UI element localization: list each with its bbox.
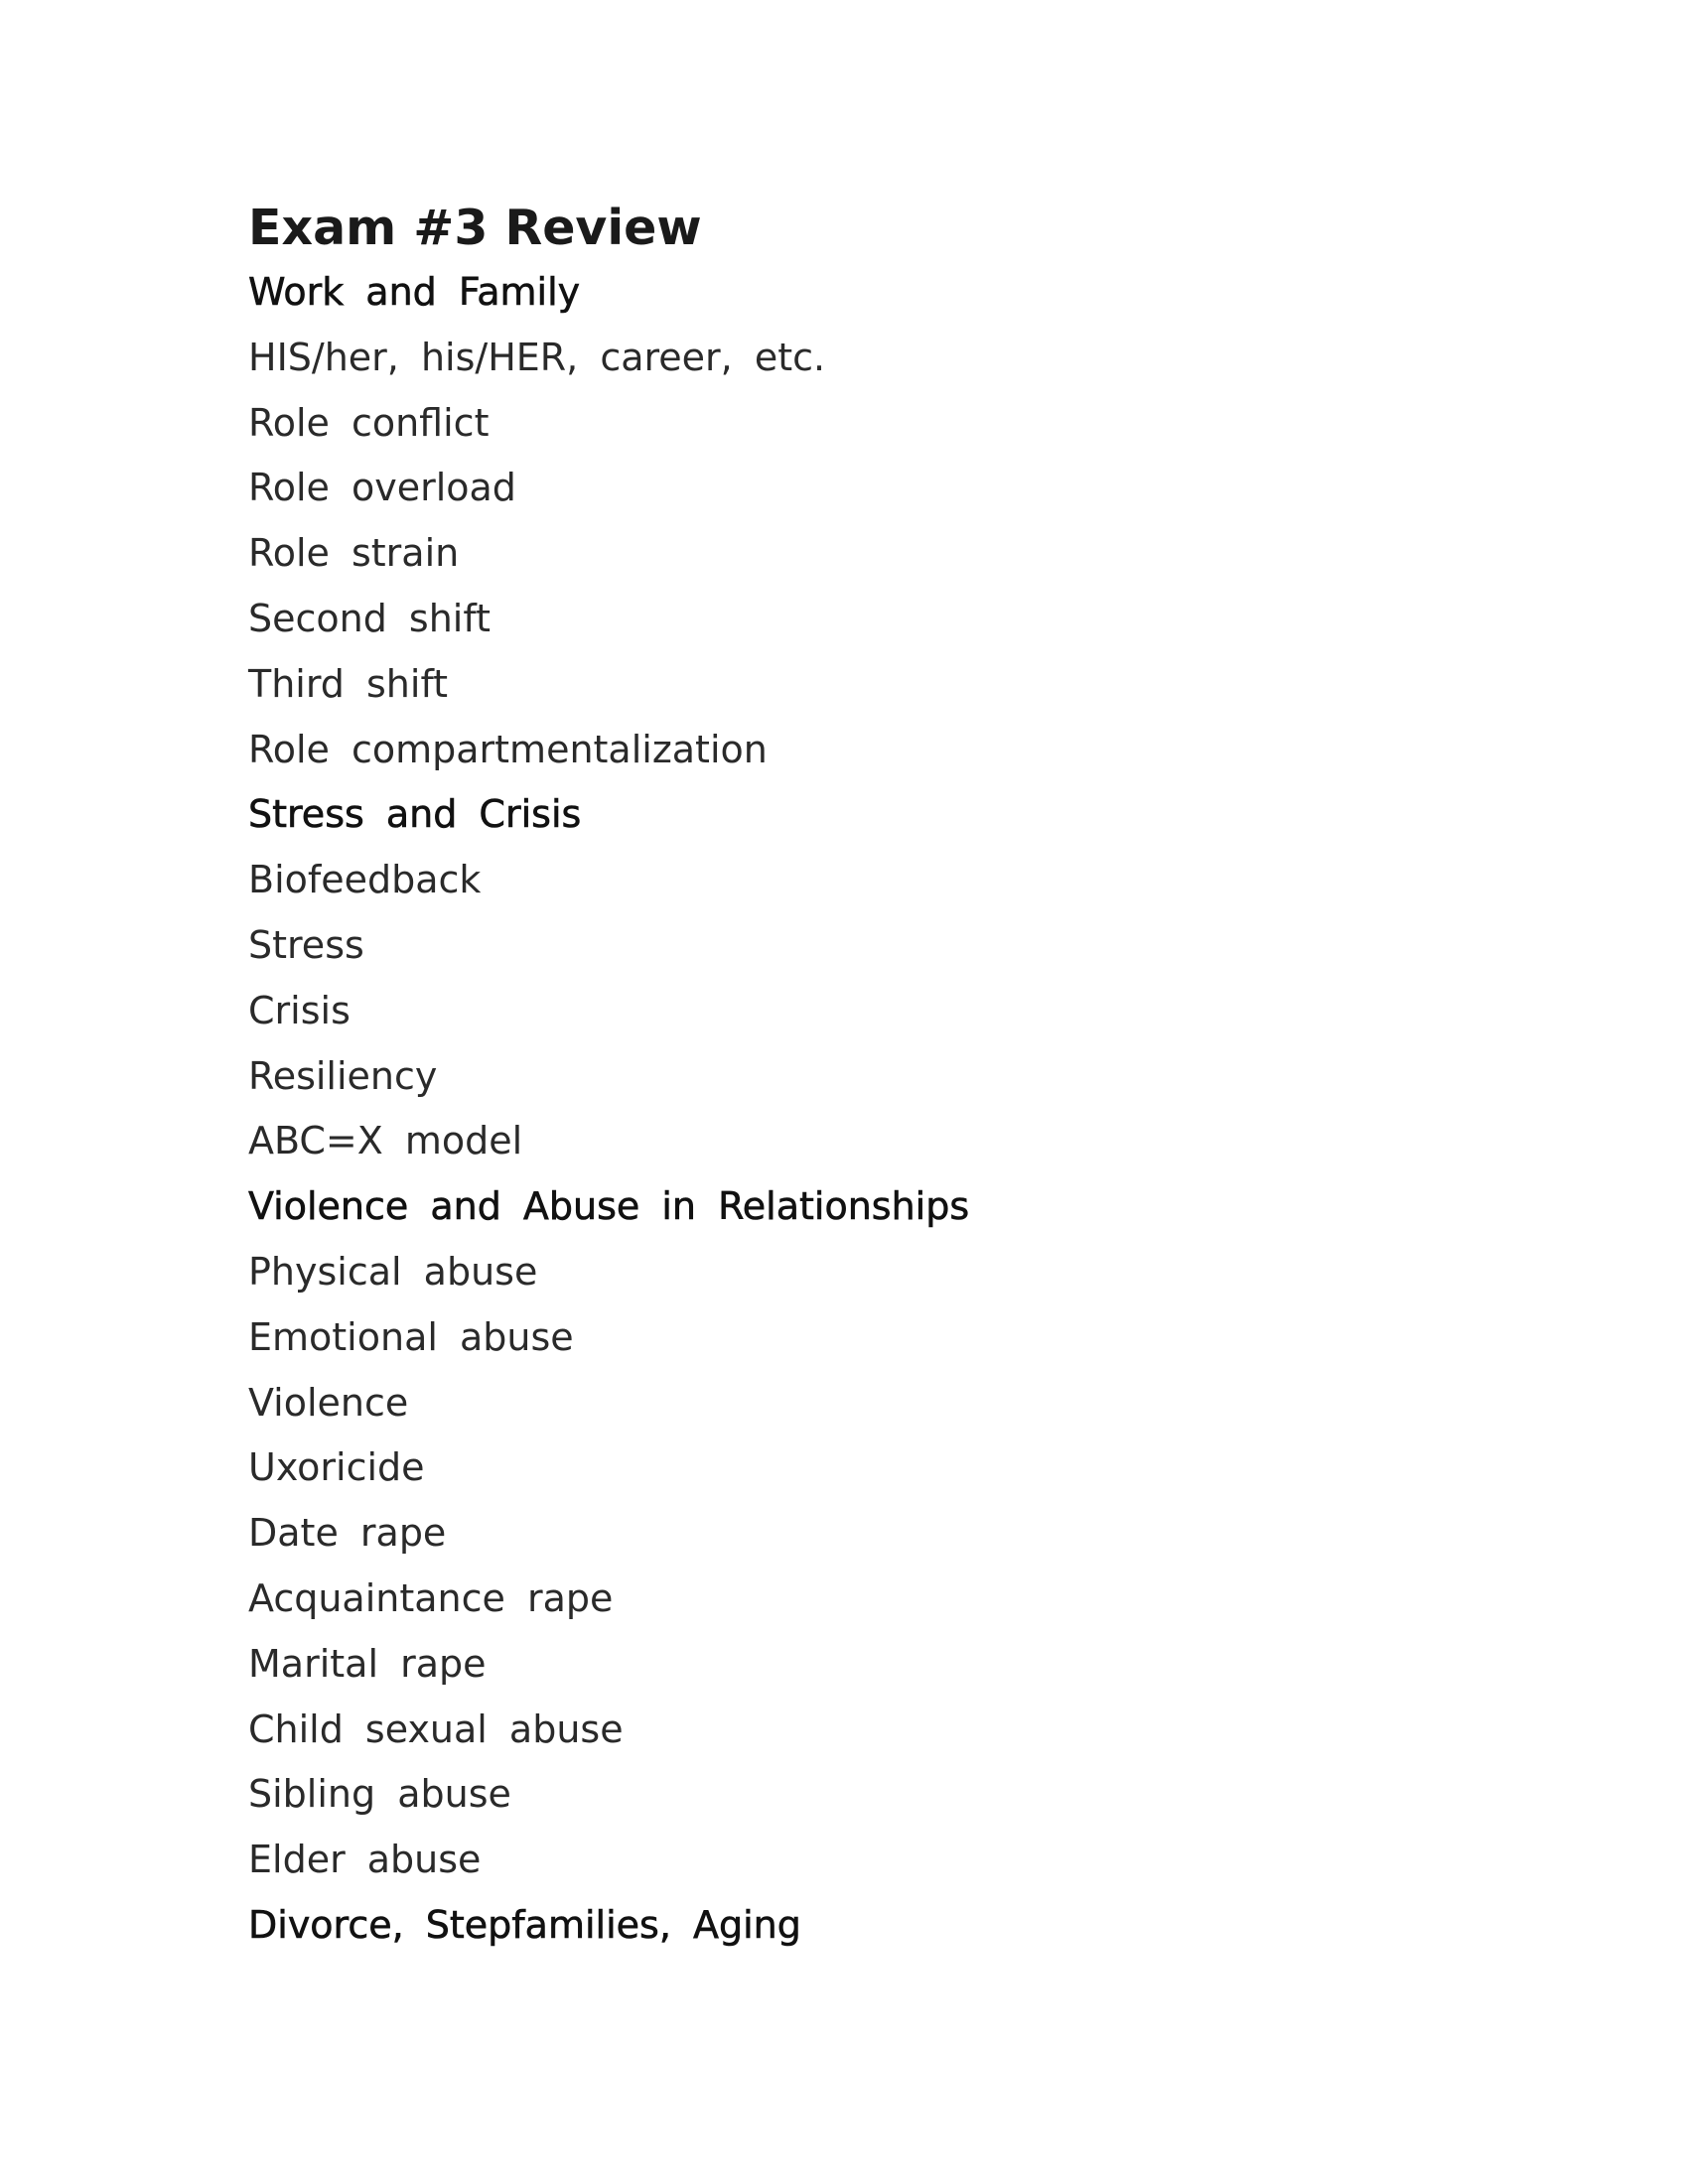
section-heading-stress-and-crisis: Stress and Crisis	[248, 792, 582, 837]
section-heading-divorce-stepfamilies-aging: Divorce, Stepfamilies, Aging	[248, 1902, 801, 1947]
list-item: Elder abuse	[248, 1838, 482, 1882]
list-item: Physical abuse	[248, 1249, 538, 1294]
list-item: HIS/her, his/HER, career, etc.	[248, 335, 826, 379]
section-heading-work-and-family: Work and Family	[248, 270, 581, 314]
list-item: Acquaintance rape	[248, 1575, 614, 1620]
list-item: Crisis	[248, 988, 351, 1032]
list-item: Uxoricide	[248, 1445, 425, 1490]
list-item: Role strain	[248, 531, 460, 576]
list-item: Second shift	[248, 596, 491, 640]
list-item: ABC=X model	[248, 1119, 523, 1163]
list-item: Role compartmentalization	[248, 727, 768, 771]
review-list	[248, 260, 969, 1959]
list-item: Emotional abuse	[248, 1314, 574, 1359]
list-item: Marital rape	[248, 1641, 487, 1686]
page-title: Exam #3 Review	[248, 200, 702, 256]
list-item: Child sexual abuse	[248, 1706, 624, 1751]
list-item: Violence	[248, 1380, 409, 1425]
list-item: Date rape	[248, 1511, 447, 1556]
list-item: Role overload	[248, 466, 516, 510]
list-item: Sibling abuse	[248, 1772, 511, 1817]
section-heading-violence-and-abuse: Violence and Abuse in Relationships	[248, 1184, 970, 1229]
list-item: Biofeedback	[248, 858, 482, 902]
list-item: Stress	[248, 922, 364, 967]
list-item: Third shift	[248, 661, 449, 706]
list-item: Resiliency	[248, 1053, 438, 1098]
list-item: Role conflict	[248, 400, 490, 445]
